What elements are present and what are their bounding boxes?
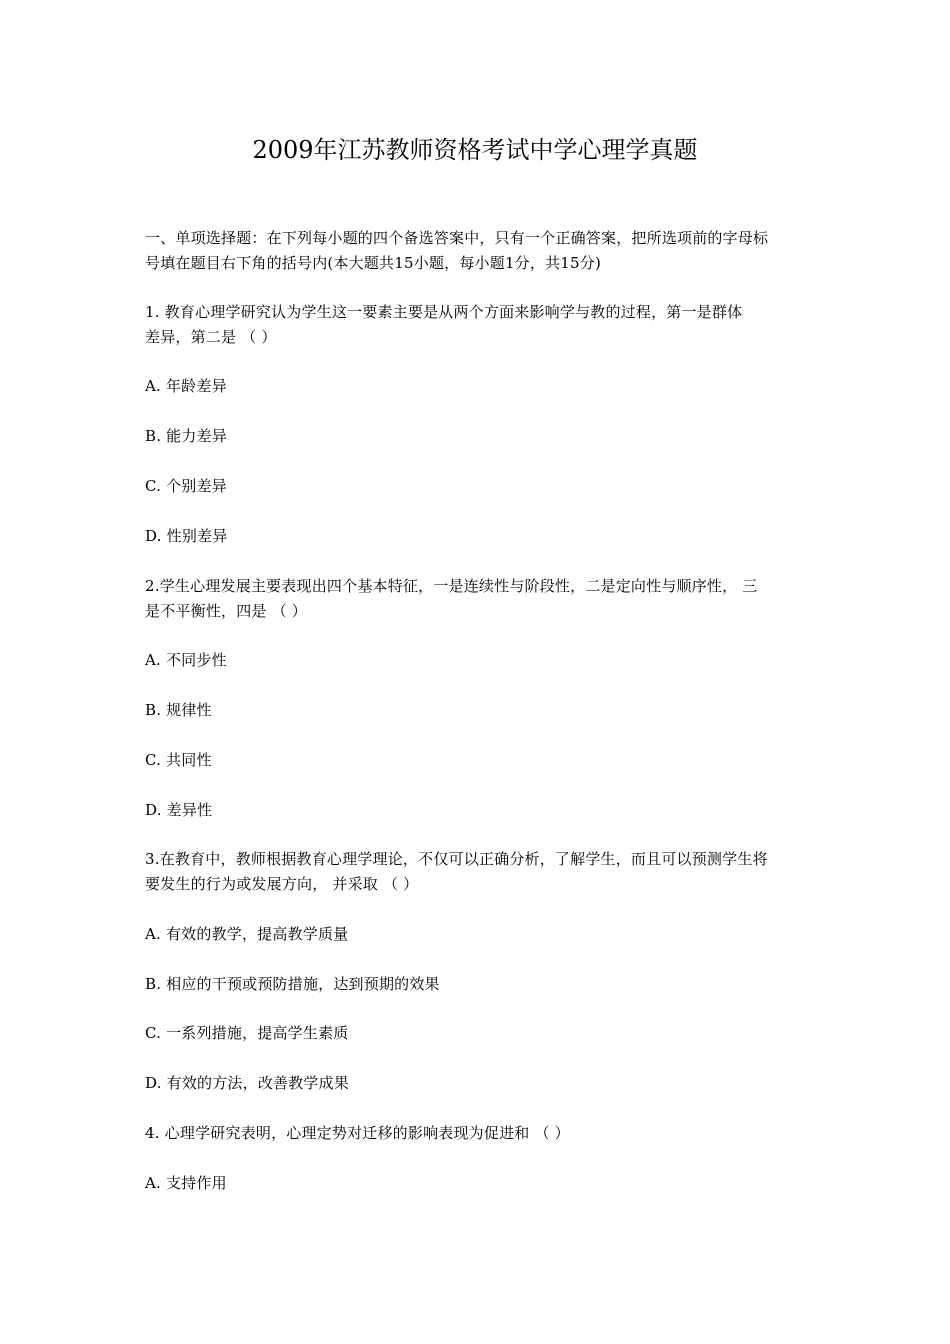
question-2-option-b: B. 规律性 bbox=[145, 701, 212, 719]
question-3-option-c: C. 一系列措施，提高学生素质 bbox=[145, 1024, 349, 1042]
question-1-option-b: B. 能力差异 bbox=[145, 427, 227, 445]
question-3-option-b: B. 相应的干预或预防措施，达到预期的效果 bbox=[145, 975, 440, 993]
question-4-option-a: A. 支持作用 bbox=[145, 1174, 227, 1192]
question-3-stem-line-2: 要发生的行为或发展方向， 并采取 （ ） bbox=[145, 875, 419, 893]
page-title: 2009年江苏教师资格考试中学心理学真题 bbox=[252, 136, 698, 164]
question-3-option-d: D. 有效的方法，改善教学成果 bbox=[145, 1074, 350, 1092]
question-1-option-d: D. 性别差异 bbox=[145, 527, 228, 545]
question-1-option-a: A. 年龄差异 bbox=[145, 377, 227, 395]
question-1-option-c: C. 个别差异 bbox=[145, 477, 227, 495]
question-1-stem-line-2: 差异，第二是 （ ） bbox=[145, 328, 277, 346]
question-3-stem-line-1: 3.在教育中，教师根据教育心理学理论，不仅可以正确分析，了解学生，而且可以预测学生将 bbox=[145, 850, 768, 868]
instructions-line-1: 一、单项选择题：在下列每小题的四个备选答案中，只有一个正确答案，把所选项前的字母标 bbox=[145, 229, 769, 247]
question-2-stem-line-2: 是不平衡性，四是 （ ） bbox=[145, 602, 307, 620]
question-4-stem-line-1: 4. 心理学研究表明，心理定势对迁移的影响表现为促进和 （ ） bbox=[145, 1124, 570, 1142]
question-2-option-d: D. 差异性 bbox=[145, 801, 213, 819]
question-1-stem-line-1: 1. 教育心理学研究认为学生这一要素主要是从两个方面来影响学与教的过程，第一是群体 bbox=[145, 303, 743, 321]
instructions-line-2: 号填在题目右下角的括号内(本大题共15小题，每小题1分，共15分) bbox=[145, 254, 602, 272]
question-2-stem-line-1: 2.学生心理发展主要表现出四个基本特征，一是连续性与阶段性，二是定向性与顺序性， 三 bbox=[145, 577, 758, 595]
question-2-option-a: A. 不同步性 bbox=[145, 651, 227, 669]
question-2-option-c: C. 共同性 bbox=[145, 751, 212, 769]
question-3-option-a: A. 有效的教学，提高教学质量 bbox=[145, 925, 349, 943]
